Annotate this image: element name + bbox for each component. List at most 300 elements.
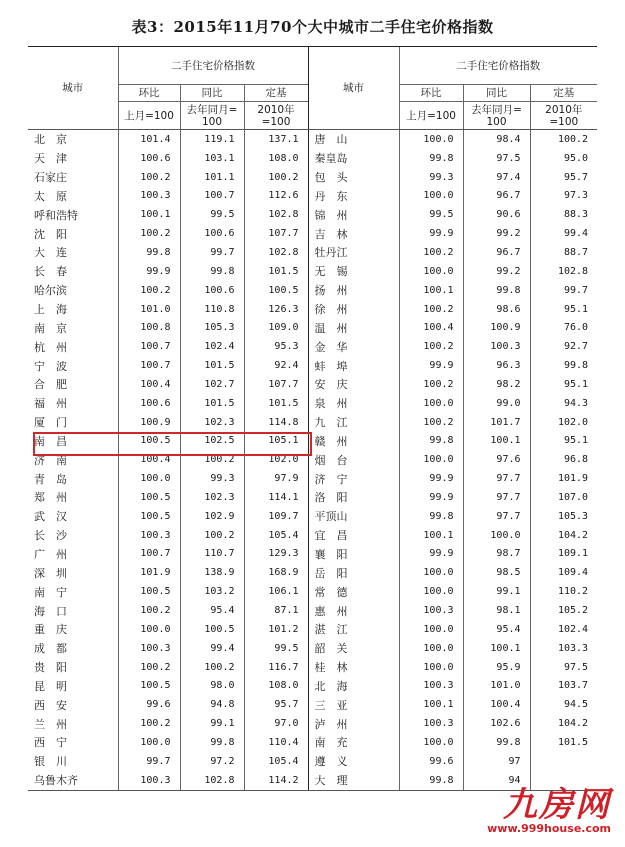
mom-value-right: 100.3 (399, 714, 463, 733)
mom-value-left: 99.8 (118, 243, 180, 262)
base-value-right: 95.1 (530, 300, 597, 319)
base-value-right: 76.0 (530, 318, 597, 337)
mom-value-right: 100.1 (399, 281, 463, 300)
mom-value-right: 99.9 (399, 545, 463, 564)
city-name-left: 太 原 (34, 189, 67, 203)
yoy-value-left: 99.4 (180, 639, 244, 658)
city-header-right: 城市 (308, 47, 399, 130)
yoy-value-right: 100.3 (463, 337, 530, 356)
city-name-right: 无 锡 (308, 262, 399, 281)
yoy-value-left: 138.9 (180, 563, 244, 582)
yoy-sub-left: 去年同月= 100 (180, 102, 244, 130)
mom-value-left: 100.3 (118, 187, 180, 206)
yoy-value-right: 97.7 (463, 469, 530, 488)
table-row (28, 187, 597, 206)
base-value-left: 108.0 (244, 676, 308, 695)
yoy-value-right: 99.1 (463, 582, 530, 601)
yoy-value-left: 94.8 (180, 695, 244, 714)
mom-value-left: 100.7 (118, 356, 180, 375)
city-name-right: 包 头 (308, 168, 399, 187)
yoy-value-left: 105.3 (180, 318, 244, 337)
base-value-right: 99.7 (530, 281, 597, 300)
table-row (28, 563, 597, 582)
yoy-value-right: 94 (463, 771, 530, 790)
city-name-right: 丹 东 (308, 187, 399, 206)
yoy-value-right: 95.4 (463, 620, 530, 639)
yoy-value-right: 96.7 (463, 243, 530, 262)
mom-sub-right: 上月=100 (399, 102, 463, 130)
mom-value-right: 99.9 (399, 488, 463, 507)
yoy-value-left: 103.2 (180, 582, 244, 601)
city-name-right: 唐 山 (308, 130, 399, 149)
city-name-left: 大 连 (34, 246, 67, 260)
base-value-right: 97.3 (530, 187, 597, 206)
yoy-value-right: 99.8 (463, 733, 530, 752)
mom-value-left: 99.7 (118, 752, 180, 771)
mom-value-right: 99.6 (399, 752, 463, 771)
mom-value-right: 100.0 (399, 639, 463, 658)
city-name-right: 九 江 (308, 413, 399, 432)
base-value-left: 92.4 (244, 356, 308, 375)
city-name-left: 海 口 (34, 604, 67, 618)
yoy-value-left: 99.8 (180, 733, 244, 752)
mom-value-left: 100.5 (118, 432, 180, 451)
base-value-right: 107.0 (530, 488, 597, 507)
base-sub-left: 2010年 =100 (244, 102, 308, 130)
mom-value-left: 99.6 (118, 695, 180, 714)
city-name-left: 兰 州 (34, 717, 67, 731)
city-name-right: 惠 州 (308, 601, 399, 620)
city-name-left: 西 安 (34, 698, 67, 712)
table-row (28, 582, 597, 601)
mom-value-left: 99.9 (118, 262, 180, 281)
city-header-left: 城市 (28, 47, 118, 130)
base-value-left: 137.1 (244, 130, 308, 149)
table-title: 表3：2015年11月70个大中城市二手住宅价格指数 (131, 18, 494, 36)
index-group-header-left: 二手住宅价格指数 (118, 47, 308, 85)
yoy-value-right: 97.7 (463, 488, 530, 507)
table-row (28, 676, 597, 695)
mom-value-left: 101.9 (118, 563, 180, 582)
city-name-left: 昆 明 (34, 679, 67, 693)
base-value-right: 109.1 (530, 545, 597, 564)
yoy-value-left: 100.5 (180, 620, 244, 639)
base-value-left: 109.7 (244, 507, 308, 526)
yoy-value-right: 100.1 (463, 639, 530, 658)
city-name-right: 赣 州 (308, 432, 399, 451)
city-name-left: 厦 门 (34, 416, 67, 430)
highlight-box (33, 432, 312, 456)
base-value-right: 105.3 (530, 507, 597, 526)
yoy-value-right: 98.4 (463, 130, 530, 149)
mom-value-right: 100.0 (399, 394, 463, 413)
mom-value-left: 100.8 (118, 318, 180, 337)
yoy-value-right: 97.6 (463, 450, 530, 469)
base-value-left: 114.8 (244, 413, 308, 432)
city-name-left: 郑 州 (34, 491, 67, 505)
yoy-value-right: 98.2 (463, 375, 530, 394)
table-row (28, 318, 597, 337)
city-name-left: 天 津 (34, 152, 67, 166)
yoy-value-left: 99.8 (180, 262, 244, 281)
mom-value-left: 101.4 (118, 130, 180, 149)
city-name-left: 杭 州 (34, 340, 67, 354)
city-name-left: 乌鲁木齐 (28, 771, 118, 790)
yoy-value-right: 101.0 (463, 676, 530, 695)
mom-value-right: 99.8 (399, 771, 463, 790)
mom-header-right: 环比 (399, 85, 463, 102)
watermark (487, 785, 611, 835)
base-value-left: 129.3 (244, 545, 308, 564)
base-header-right: 定基 (530, 85, 597, 102)
watermark-logo: 九房网 (503, 785, 611, 825)
city-name-right: 湛 江 (308, 620, 399, 639)
mom-value-left: 100.1 (118, 205, 180, 224)
mom-value-left: 100.2 (118, 281, 180, 300)
mom-value-left: 100.2 (118, 601, 180, 620)
base-header-left: 定基 (244, 85, 308, 102)
yoy-header-left: 同比 (180, 85, 244, 102)
city-name-left: 合 肥 (34, 378, 67, 392)
table-row (28, 733, 597, 752)
city-name-right: 岳 阳 (308, 563, 399, 582)
yoy-value-left: 102.9 (180, 507, 244, 526)
base-value-left: 97.9 (244, 469, 308, 488)
yoy-sub-right: 去年同月= 100 (463, 102, 530, 130)
base-value-right: 95.1 (530, 375, 597, 394)
city-name-left: 重 庆 (34, 623, 67, 637)
table-row (28, 281, 597, 300)
base-value-right: 96.8 (530, 450, 597, 469)
yoy-value-left: 101.1 (180, 168, 244, 187)
base-value-left: 106.1 (244, 582, 308, 601)
table-row (28, 205, 597, 224)
base-value-right: 101.5 (530, 733, 597, 752)
yoy-value-right: 98.7 (463, 545, 530, 564)
mom-value-right: 100.0 (399, 620, 463, 639)
yoy-value-right: 97.5 (463, 149, 530, 168)
mom-value-right: 100.0 (399, 450, 463, 469)
city-name-left: 深 圳 (34, 566, 67, 580)
mom-value-right: 100.0 (399, 187, 463, 206)
price-index-table (28, 46, 597, 791)
base-value-right: 103.7 (530, 676, 597, 695)
yoy-value-right: 90.6 (463, 205, 530, 224)
base-value-right: 110.2 (530, 582, 597, 601)
city-name-left: 武 汉 (34, 510, 67, 524)
mom-value-left: 100.2 (118, 658, 180, 677)
city-name-right: 秦皇岛 (308, 149, 399, 168)
base-value-right: 100.2 (530, 130, 597, 149)
table-row (28, 130, 597, 149)
mom-value-right: 100.0 (399, 582, 463, 601)
yoy-value-left: 100.7 (180, 187, 244, 206)
city-name-right: 锦 州 (308, 205, 399, 224)
city-name-left: 上 海 (34, 303, 67, 317)
city-name-left: 银 川 (34, 755, 67, 769)
base-value-left: 95.7 (244, 695, 308, 714)
base-value-left: 100.5 (244, 281, 308, 300)
city-name-right: 泉 州 (308, 394, 399, 413)
city-name-left: 南 京 (34, 321, 67, 335)
mom-value-right: 99.8 (399, 432, 463, 451)
mom-value-left: 100.5 (118, 488, 180, 507)
mom-value-right: 100.4 (399, 318, 463, 337)
base-value-right (530, 752, 597, 771)
mom-value-left: 100.5 (118, 582, 180, 601)
mom-value-right: 99.9 (399, 224, 463, 243)
base-value-left: 87.1 (244, 601, 308, 620)
base-value-left: 101.2 (244, 620, 308, 639)
table-row (28, 224, 597, 243)
base-value-left: 101.5 (244, 394, 308, 413)
base-value-right: 97.5 (530, 658, 597, 677)
table-row (28, 752, 597, 771)
yoy-value-left: 99.5 (180, 205, 244, 224)
base-value-right: 103.3 (530, 639, 597, 658)
table-row (28, 545, 597, 564)
mom-value-left: 100.2 (118, 224, 180, 243)
city-name-right: 吉 林 (308, 224, 399, 243)
city-name-right: 蚌 埠 (308, 356, 399, 375)
base-value-right: 88.7 (530, 243, 597, 262)
yoy-value-right: 100.1 (463, 432, 530, 451)
city-name-left: 沈 阳 (34, 227, 67, 241)
city-name-left: 福 州 (34, 397, 67, 411)
table-row (28, 394, 597, 413)
yoy-value-right: 101.7 (463, 413, 530, 432)
base-value-right: 109.4 (530, 563, 597, 582)
city-name-left: 呼和浩特 (34, 208, 78, 222)
city-name-left: 广 州 (34, 547, 67, 561)
yoy-value-left: 101.5 (180, 394, 244, 413)
yoy-value-right: 99.8 (463, 281, 530, 300)
base-value-right: 105.2 (530, 601, 597, 620)
mom-value-left: 100.4 (118, 450, 180, 469)
yoy-value-right: 97 (463, 752, 530, 771)
mom-value-left: 100.3 (118, 526, 180, 545)
city-name-left: 长 春 (34, 265, 67, 279)
mom-value-right: 100.3 (399, 601, 463, 620)
table-row (28, 488, 597, 507)
city-name-right: 济 宁 (308, 469, 399, 488)
base-value-right: 102.8 (530, 262, 597, 281)
yoy-value-right: 100.4 (463, 695, 530, 714)
mom-value-left: 100.7 (118, 545, 180, 564)
base-value-left: 101.5 (244, 262, 308, 281)
yoy-value-right: 100.9 (463, 318, 530, 337)
table-row (28, 695, 597, 714)
mom-value-left: 100.6 (118, 394, 180, 413)
base-value-left: 105.1 (244, 432, 308, 451)
mom-value-left: 100.5 (118, 507, 180, 526)
base-value-right: 92.7 (530, 337, 597, 356)
yoy-value-right: 96.7 (463, 187, 530, 206)
base-value-left: 97.0 (244, 714, 308, 733)
mom-value-right: 100.2 (399, 413, 463, 432)
table-row (28, 507, 597, 526)
base-value-left: 112.6 (244, 187, 308, 206)
city-name-left: 青 岛 (34, 472, 67, 486)
mom-value-right: 100.0 (399, 658, 463, 677)
city-name-right: 金 华 (308, 337, 399, 356)
yoy-value-right: 98.6 (463, 300, 530, 319)
table-row (28, 375, 597, 394)
table-body (28, 130, 597, 791)
yoy-value-left: 100.6 (180, 224, 244, 243)
mom-value-left: 100.0 (118, 733, 180, 752)
table-row (28, 469, 597, 488)
mom-value-right: 100.1 (399, 526, 463, 545)
mom-value-left: 100.3 (118, 639, 180, 658)
yoy-value-left: 99.3 (180, 469, 244, 488)
city-name-right: 襄 阳 (308, 545, 399, 564)
city-name-right: 宜 昌 (308, 526, 399, 545)
base-value-right: 101.9 (530, 469, 597, 488)
base-sub-right: 2010年 =100 (530, 102, 597, 130)
base-value-right: 99.4 (530, 224, 597, 243)
base-value-left: 107.7 (244, 224, 308, 243)
base-value-right: 104.2 (530, 714, 597, 733)
mom-value-right: 100.0 (399, 130, 463, 149)
yoy-value-left: 99.7 (180, 243, 244, 262)
yoy-value-left: 95.4 (180, 601, 244, 620)
yoy-value-left: 102.3 (180, 413, 244, 432)
base-value-left: 116.7 (244, 658, 308, 677)
base-value-right: 102.0 (530, 413, 597, 432)
mom-header-left: 环比 (118, 85, 180, 102)
base-value-left: 110.4 (244, 733, 308, 752)
yoy-value-right: 95.9 (463, 658, 530, 677)
yoy-value-right: 99.2 (463, 224, 530, 243)
yoy-value-right: 99.0 (463, 394, 530, 413)
mom-value-left: 100.0 (118, 469, 180, 488)
mom-value-left: 100.9 (118, 413, 180, 432)
mom-value-right: 100.1 (399, 695, 463, 714)
mom-value-right: 100.2 (399, 300, 463, 319)
yoy-value-left: 100.2 (180, 450, 244, 469)
yoy-value-left: 119.1 (180, 130, 244, 149)
city-name-left: 哈尔滨 (34, 284, 67, 298)
table-row (28, 243, 597, 262)
mom-value-right: 100.2 (399, 375, 463, 394)
yoy-value-right: 98.5 (463, 563, 530, 582)
yoy-value-right: 99.2 (463, 262, 530, 281)
mom-value-left: 100.3 (118, 771, 180, 790)
base-value-left: 168.9 (244, 563, 308, 582)
mom-value-right: 99.5 (399, 205, 463, 224)
yoy-value-left: 102.4 (180, 337, 244, 356)
base-value-right: 95.1 (530, 432, 597, 451)
base-value-left: 99.5 (244, 639, 308, 658)
base-value-left: 126.3 (244, 300, 308, 319)
watermark-url: www.999house.com (487, 822, 611, 835)
base-value-right: 95.0 (530, 149, 597, 168)
mom-value-right: 99.8 (399, 507, 463, 526)
mom-value-left: 100.5 (118, 676, 180, 695)
mom-value-left: 100.0 (118, 620, 180, 639)
city-name-right: 泸 州 (308, 714, 399, 733)
base-value-left: 114.2 (244, 771, 308, 790)
yoy-value-right: 96.3 (463, 356, 530, 375)
mom-value-right: 100.0 (399, 733, 463, 752)
city-name-left: 成 都 (34, 642, 67, 656)
city-name-right: 烟 台 (308, 450, 399, 469)
table-row (28, 639, 597, 658)
table-row (28, 300, 597, 319)
base-value-left: 105.4 (244, 752, 308, 771)
city-name-right: 三 亚 (308, 695, 399, 714)
table-row (28, 620, 597, 639)
mom-value-right: 99.3 (399, 168, 463, 187)
city-name-left: 济 南 (34, 453, 67, 467)
yoy-value-left: 97.2 (180, 752, 244, 771)
table-row (28, 526, 597, 545)
base-value-left: 95.3 (244, 337, 308, 356)
city-name-right: 南 充 (308, 733, 399, 752)
city-name-right: 洛 阳 (308, 488, 399, 507)
city-name-left: 西 宁 (34, 736, 67, 750)
yoy-value-right: 97.4 (463, 168, 530, 187)
base-value-left: 105.4 (244, 526, 308, 545)
city-name-right: 遵 义 (308, 752, 399, 771)
table-row (28, 262, 597, 281)
base-value-right: 94.3 (530, 394, 597, 413)
city-name-right: 扬 州 (308, 281, 399, 300)
city-name-left: 南 昌 (34, 434, 67, 448)
city-name-right: 常 德 (308, 582, 399, 601)
city-name-right: 韶 关 (308, 639, 399, 658)
mom-value-left: 100.4 (118, 375, 180, 394)
yoy-value-left: 102.3 (180, 488, 244, 507)
base-value-left: 108.0 (244, 149, 308, 168)
yoy-value-left: 101.5 (180, 356, 244, 375)
city-name-left: 北 京 (34, 133, 67, 147)
yoy-value-right: 102.6 (463, 714, 530, 733)
base-value-right: 99.8 (530, 356, 597, 375)
yoy-value-left: 110.7 (180, 545, 244, 564)
mom-value-right: 100.0 (399, 262, 463, 281)
mom-value-right: 99.9 (399, 356, 463, 375)
table-row (28, 337, 597, 356)
base-value-right: 104.2 (530, 526, 597, 545)
yoy-value-left: 100.6 (180, 281, 244, 300)
mom-sub-left: 上月=100 (118, 102, 180, 130)
city-name-right: 安 庆 (308, 375, 399, 394)
yoy-value-left: 110.8 (180, 300, 244, 319)
city-name-right: 徐 州 (308, 300, 399, 319)
city-name-left: 南 宁 (34, 585, 67, 599)
yoy-value-left: 102.7 (180, 375, 244, 394)
base-value-right: 88.3 (530, 205, 597, 224)
yoy-value-left: 102.8 (180, 771, 244, 790)
base-value-left: 107.7 (244, 375, 308, 394)
mom-value-right: 99.9 (399, 469, 463, 488)
city-name-left: 宁 波 (34, 359, 67, 373)
base-value-left: 102.8 (244, 205, 308, 224)
yoy-value-left: 100.2 (180, 658, 244, 677)
mom-value-left: 100.7 (118, 337, 180, 356)
city-name-left: 石家庄 (34, 171, 67, 185)
city-name-right: 北 海 (308, 676, 399, 695)
city-name-left: 贵 阳 (34, 661, 67, 675)
yoy-value-right: 97.7 (463, 507, 530, 526)
table-row (28, 149, 597, 168)
mom-value-right: 100.0 (399, 563, 463, 582)
mom-value-right: 99.8 (399, 149, 463, 168)
yoy-value-left: 102.5 (180, 432, 244, 451)
yoy-value-right: 100.0 (463, 526, 530, 545)
